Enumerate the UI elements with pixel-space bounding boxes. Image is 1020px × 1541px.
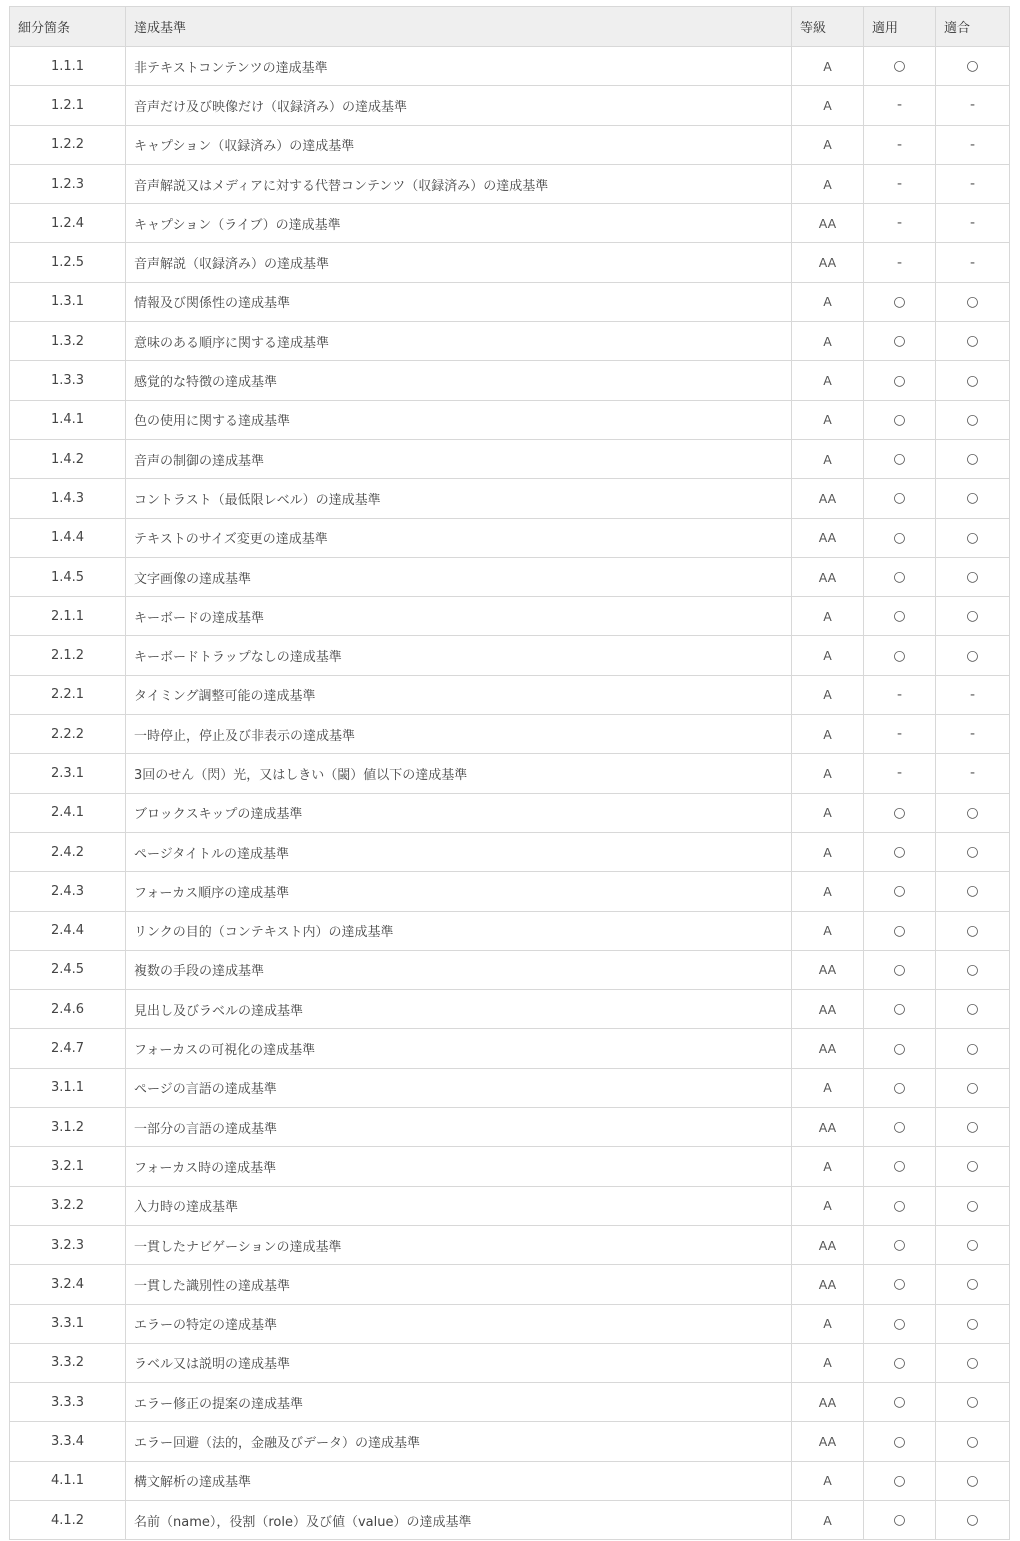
clause-cell: 2.4.6	[10, 990, 126, 1029]
clause-cell: 3.3.1	[10, 1304, 126, 1343]
table-row	[10, 911, 1010, 950]
criterion-cell: 名前（name），役割（role）及び値（value）の達成基準	[126, 1500, 792, 1539]
conform-cell: ○	[936, 1147, 1010, 1186]
clause-cell: 3.3.2	[10, 1343, 126, 1382]
criterion-cell: タイミング調整可能の達成基準	[126, 675, 792, 714]
criterion-cell: 3回のせん（閃）光，又はしきい（閾）値以下の達成基準	[126, 754, 792, 793]
level-cell: A	[792, 164, 864, 203]
applied-cell: ○	[864, 1225, 936, 1264]
conform-cell: ○	[936, 322, 1010, 361]
criterion-cell: 複数の手段の達成基準	[126, 950, 792, 989]
clause-cell: 2.4.7	[10, 1029, 126, 1068]
clause-cell: 1.4.5	[10, 557, 126, 596]
header-clause: 細分箇条	[10, 7, 126, 47]
conform-cell: ○	[936, 1343, 1010, 1382]
applied-cell: ○	[864, 872, 936, 911]
criterion-cell: ブロックスキップの達成基準	[126, 793, 792, 832]
applied-cell: ○	[864, 911, 936, 950]
conform-cell: ○	[936, 479, 1010, 518]
applied-cell: -	[864, 125, 936, 164]
criterion-cell: 音声解説（収録済み）の達成基準	[126, 243, 792, 282]
applied-cell: ○	[864, 439, 936, 478]
applied-cell: ○	[864, 950, 936, 989]
clause-cell: 2.3.1	[10, 754, 126, 793]
applied-cell: -	[864, 204, 936, 243]
conform-cell: ○	[936, 400, 1010, 439]
conform-cell: ○	[936, 636, 1010, 675]
table-row	[10, 1029, 1010, 1068]
criterion-cell: キャプション（収録済み）の達成基準	[126, 125, 792, 164]
clause-cell: 2.4.1	[10, 793, 126, 832]
conform-cell: ○	[936, 439, 1010, 478]
applied-cell: ○	[864, 1304, 936, 1343]
applied-cell: ○	[864, 636, 936, 675]
clause-cell: 3.2.2	[10, 1186, 126, 1225]
clause-cell: 2.4.4	[10, 911, 126, 950]
criterion-cell: 一貫したナビゲーションの達成基準	[126, 1225, 792, 1264]
table-row	[10, 754, 1010, 793]
criterion-cell: キーボードトラップなしの達成基準	[126, 636, 792, 675]
applied-cell: ○	[864, 400, 936, 439]
table-row	[10, 479, 1010, 518]
table-row	[10, 1068, 1010, 1107]
applied-cell: -	[864, 164, 936, 203]
level-cell: A	[792, 439, 864, 478]
criterion-cell: 一時停止，停止及び非表示の達成基準	[126, 715, 792, 754]
clause-cell: 4.1.2	[10, 1500, 126, 1539]
level-cell: A	[792, 675, 864, 714]
criterion-cell: 非テキストコンテンツの達成基準	[126, 47, 792, 86]
level-cell: AA	[792, 950, 864, 989]
table-row	[10, 1461, 1010, 1500]
level-cell: AA	[792, 479, 864, 518]
conform-cell: ○	[936, 1265, 1010, 1304]
header-level: 等級	[792, 7, 864, 47]
level-cell: AA	[792, 1225, 864, 1264]
applied-cell: ○	[864, 1383, 936, 1422]
applied-cell: ○	[864, 1029, 936, 1068]
table-row	[10, 1500, 1010, 1539]
criterion-cell: エラー修正の提案の達成基準	[126, 1383, 792, 1422]
level-cell: A	[792, 1461, 864, 1500]
applied-cell: ○	[864, 282, 936, 321]
clause-cell: 2.4.2	[10, 832, 126, 871]
applied-cell: ○	[864, 1265, 936, 1304]
clause-cell: 1.2.1	[10, 86, 126, 125]
level-cell: AA	[792, 243, 864, 282]
applied-cell: ○	[864, 1422, 936, 1461]
applied-cell: -	[864, 675, 936, 714]
header-criterion: 達成基準	[126, 7, 792, 47]
table-row	[10, 597, 1010, 636]
conform-cell: ○	[936, 1108, 1010, 1147]
level-cell: A	[792, 715, 864, 754]
table-row	[10, 518, 1010, 557]
table-row	[10, 86, 1010, 125]
level-cell: A	[792, 636, 864, 675]
clause-cell: 3.2.4	[10, 1265, 126, 1304]
level-cell: A	[792, 1500, 864, 1539]
level-cell: A	[792, 400, 864, 439]
conform-cell: ○	[936, 1068, 1010, 1107]
conform-cell: ○	[936, 793, 1010, 832]
criterion-cell: 一部分の言語の達成基準	[126, 1108, 792, 1147]
level-cell: A	[792, 1186, 864, 1225]
clause-cell: 1.3.2	[10, 322, 126, 361]
level-cell: A	[792, 282, 864, 321]
conform-cell: -	[936, 86, 1010, 125]
table-row	[10, 400, 1010, 439]
table-row	[10, 125, 1010, 164]
conform-cell: -	[936, 125, 1010, 164]
clause-cell: 2.1.1	[10, 597, 126, 636]
table-row	[10, 872, 1010, 911]
applied-cell: -	[864, 754, 936, 793]
header-applied: 適用	[864, 7, 936, 47]
level-cell: A	[792, 793, 864, 832]
applied-cell: ○	[864, 1500, 936, 1539]
clause-cell: 1.2.5	[10, 243, 126, 282]
level-cell: AA	[792, 1108, 864, 1147]
conform-cell: -	[936, 675, 1010, 714]
applied-cell: ○	[864, 1461, 936, 1500]
clause-cell: 1.3.3	[10, 361, 126, 400]
conform-cell: ○	[936, 1225, 1010, 1264]
conform-cell: ○	[936, 1461, 1010, 1500]
conform-cell: ○	[936, 1029, 1010, 1068]
level-cell: A	[792, 322, 864, 361]
criterion-cell: リンクの目的（コンテキスト内）の達成基準	[126, 911, 792, 950]
level-cell: A	[792, 1147, 864, 1186]
conform-cell: -	[936, 715, 1010, 754]
clause-cell: 1.4.1	[10, 400, 126, 439]
table-row	[10, 715, 1010, 754]
criterion-cell: エラーの特定の達成基準	[126, 1304, 792, 1343]
clause-cell: 3.3.3	[10, 1383, 126, 1422]
level-cell: AA	[792, 990, 864, 1029]
clause-cell: 2.4.3	[10, 872, 126, 911]
conform-cell: ○	[936, 832, 1010, 871]
criterion-cell: 音声だけ及び映像だけ（収録済み）の達成基準	[126, 86, 792, 125]
applied-cell: ○	[864, 1186, 936, 1225]
table-row	[10, 47, 1010, 86]
applied-cell: ○	[864, 361, 936, 400]
table-row	[10, 1225, 1010, 1264]
criterion-cell: 構文解析の達成基準	[126, 1461, 792, 1500]
table-row	[10, 793, 1010, 832]
clause-cell: 4.1.1	[10, 1461, 126, 1500]
applied-cell: -	[864, 86, 936, 125]
table-row	[10, 282, 1010, 321]
table-row	[10, 1147, 1010, 1186]
clause-cell: 1.3.1	[10, 282, 126, 321]
level-cell: A	[792, 1343, 864, 1382]
criterion-cell: ラベル又は説明の達成基準	[126, 1343, 792, 1382]
conform-cell: ○	[936, 990, 1010, 1029]
conform-cell: ○	[936, 518, 1010, 557]
level-cell: AA	[792, 1265, 864, 1304]
table-row	[10, 322, 1010, 361]
table-row	[10, 439, 1010, 478]
level-cell: AA	[792, 1422, 864, 1461]
conform-cell: ○	[936, 361, 1010, 400]
conform-cell: ○	[936, 47, 1010, 86]
table-row	[10, 1108, 1010, 1147]
applied-cell: ○	[864, 1343, 936, 1382]
criterion-cell: フォーカスの可視化の達成基準	[126, 1029, 792, 1068]
clause-cell: 1.4.4	[10, 518, 126, 557]
clause-cell: 2.4.5	[10, 950, 126, 989]
conform-cell: -	[936, 204, 1010, 243]
table-row	[10, 832, 1010, 871]
criterion-cell: 入力時の達成基準	[126, 1186, 792, 1225]
table-row	[10, 361, 1010, 400]
clause-cell: 1.4.2	[10, 439, 126, 478]
table-row	[10, 675, 1010, 714]
conform-cell: -	[936, 164, 1010, 203]
clause-cell: 1.4.3	[10, 479, 126, 518]
clause-cell: 2.2.2	[10, 715, 126, 754]
criterion-cell: コントラスト（最低限レベル）の達成基準	[126, 479, 792, 518]
criterion-cell: 見出し及びラベルの達成基準	[126, 990, 792, 1029]
criterion-cell: テキストのサイズ変更の達成基準	[126, 518, 792, 557]
conformance-table-container	[9, 6, 1009, 1540]
applied-cell: ○	[864, 557, 936, 596]
header-conform: 適合	[936, 7, 1010, 47]
criterion-cell: キャプション（ライブ）の達成基準	[126, 204, 792, 243]
applied-cell: ○	[864, 518, 936, 557]
criterion-cell: 一貫した識別性の達成基準	[126, 1265, 792, 1304]
applied-cell: ○	[864, 832, 936, 871]
conform-cell: ○	[936, 557, 1010, 596]
criterion-cell: エラー回避（法的，金融及びデータ）の達成基準	[126, 1422, 792, 1461]
table-row	[10, 204, 1010, 243]
applied-cell: ○	[864, 597, 936, 636]
table-row	[10, 1422, 1010, 1461]
conform-cell: ○	[936, 1383, 1010, 1422]
conform-cell: ○	[936, 1422, 1010, 1461]
level-cell: AA	[792, 204, 864, 243]
conform-cell: ○	[936, 1500, 1010, 1539]
level-cell: AA	[792, 557, 864, 596]
clause-cell: 1.2.4	[10, 204, 126, 243]
clause-cell: 3.1.2	[10, 1108, 126, 1147]
conformance-table	[9, 6, 1010, 1540]
criterion-cell: フォーカス順序の達成基準	[126, 872, 792, 911]
applied-cell: ○	[864, 322, 936, 361]
level-cell: A	[792, 125, 864, 164]
header-row	[10, 7, 1010, 47]
table-row	[10, 636, 1010, 675]
applied-cell: ○	[864, 1147, 936, 1186]
criterion-cell: 色の使用に関する達成基準	[126, 400, 792, 439]
table-row	[10, 1383, 1010, 1422]
applied-cell: ○	[864, 793, 936, 832]
table-row	[10, 1343, 1010, 1382]
table-row	[10, 243, 1010, 282]
criterion-cell: キーボードの達成基準	[126, 597, 792, 636]
level-cell: A	[792, 872, 864, 911]
table-row	[10, 557, 1010, 596]
level-cell: A	[792, 47, 864, 86]
table-row	[10, 164, 1010, 203]
table-row	[10, 1304, 1010, 1343]
clause-cell: 1.2.2	[10, 125, 126, 164]
conform-cell: -	[936, 754, 1010, 793]
criterion-cell: ページタイトルの達成基準	[126, 832, 792, 871]
conform-cell: ○	[936, 872, 1010, 911]
conform-cell: ○	[936, 950, 1010, 989]
conform-cell: -	[936, 243, 1010, 282]
conform-cell: ○	[936, 911, 1010, 950]
level-cell: A	[792, 911, 864, 950]
level-cell: A	[792, 597, 864, 636]
table-body	[10, 47, 1010, 1540]
level-cell: A	[792, 754, 864, 793]
conform-cell: ○	[936, 1186, 1010, 1225]
table-row	[10, 990, 1010, 1029]
conform-cell: ○	[936, 282, 1010, 321]
applied-cell: -	[864, 243, 936, 282]
table-row	[10, 1186, 1010, 1225]
level-cell: A	[792, 832, 864, 871]
level-cell: A	[792, 1304, 864, 1343]
level-cell: AA	[792, 1029, 864, 1068]
level-cell: A	[792, 1068, 864, 1107]
clause-cell: 3.1.1	[10, 1068, 126, 1107]
criterion-cell: 音声の制御の達成基準	[126, 439, 792, 478]
applied-cell: -	[864, 715, 936, 754]
conform-cell: ○	[936, 1304, 1010, 1343]
table-header	[10, 7, 1010, 47]
table-row	[10, 950, 1010, 989]
criterion-cell: 感覚的な特徴の達成基準	[126, 361, 792, 400]
clause-cell: 1.1.1	[10, 47, 126, 86]
clause-cell: 3.2.1	[10, 1147, 126, 1186]
criterion-cell: 意味のある順序に関する達成基準	[126, 322, 792, 361]
criterion-cell: 情報及び関係性の達成基準	[126, 282, 792, 321]
criterion-cell: フォーカス時の達成基準	[126, 1147, 792, 1186]
applied-cell: ○	[864, 990, 936, 1029]
criterion-cell: 文字画像の達成基準	[126, 557, 792, 596]
applied-cell: ○	[864, 479, 936, 518]
level-cell: AA	[792, 518, 864, 557]
applied-cell: ○	[864, 1068, 936, 1107]
conform-cell: ○	[936, 597, 1010, 636]
table-row	[10, 1265, 1010, 1304]
applied-cell: ○	[864, 47, 936, 86]
criterion-cell: 音声解説又はメディアに対する代替コンテンツ（収録済み）の達成基準	[126, 164, 792, 203]
level-cell: AA	[792, 1383, 864, 1422]
clause-cell: 3.2.3	[10, 1225, 126, 1264]
level-cell: A	[792, 86, 864, 125]
clause-cell: 2.1.2	[10, 636, 126, 675]
level-cell: A	[792, 361, 864, 400]
applied-cell: ○	[864, 1108, 936, 1147]
clause-cell: 2.2.1	[10, 675, 126, 714]
criterion-cell: ページの言語の達成基準	[126, 1068, 792, 1107]
clause-cell: 3.3.4	[10, 1422, 126, 1461]
clause-cell: 1.2.3	[10, 164, 126, 203]
